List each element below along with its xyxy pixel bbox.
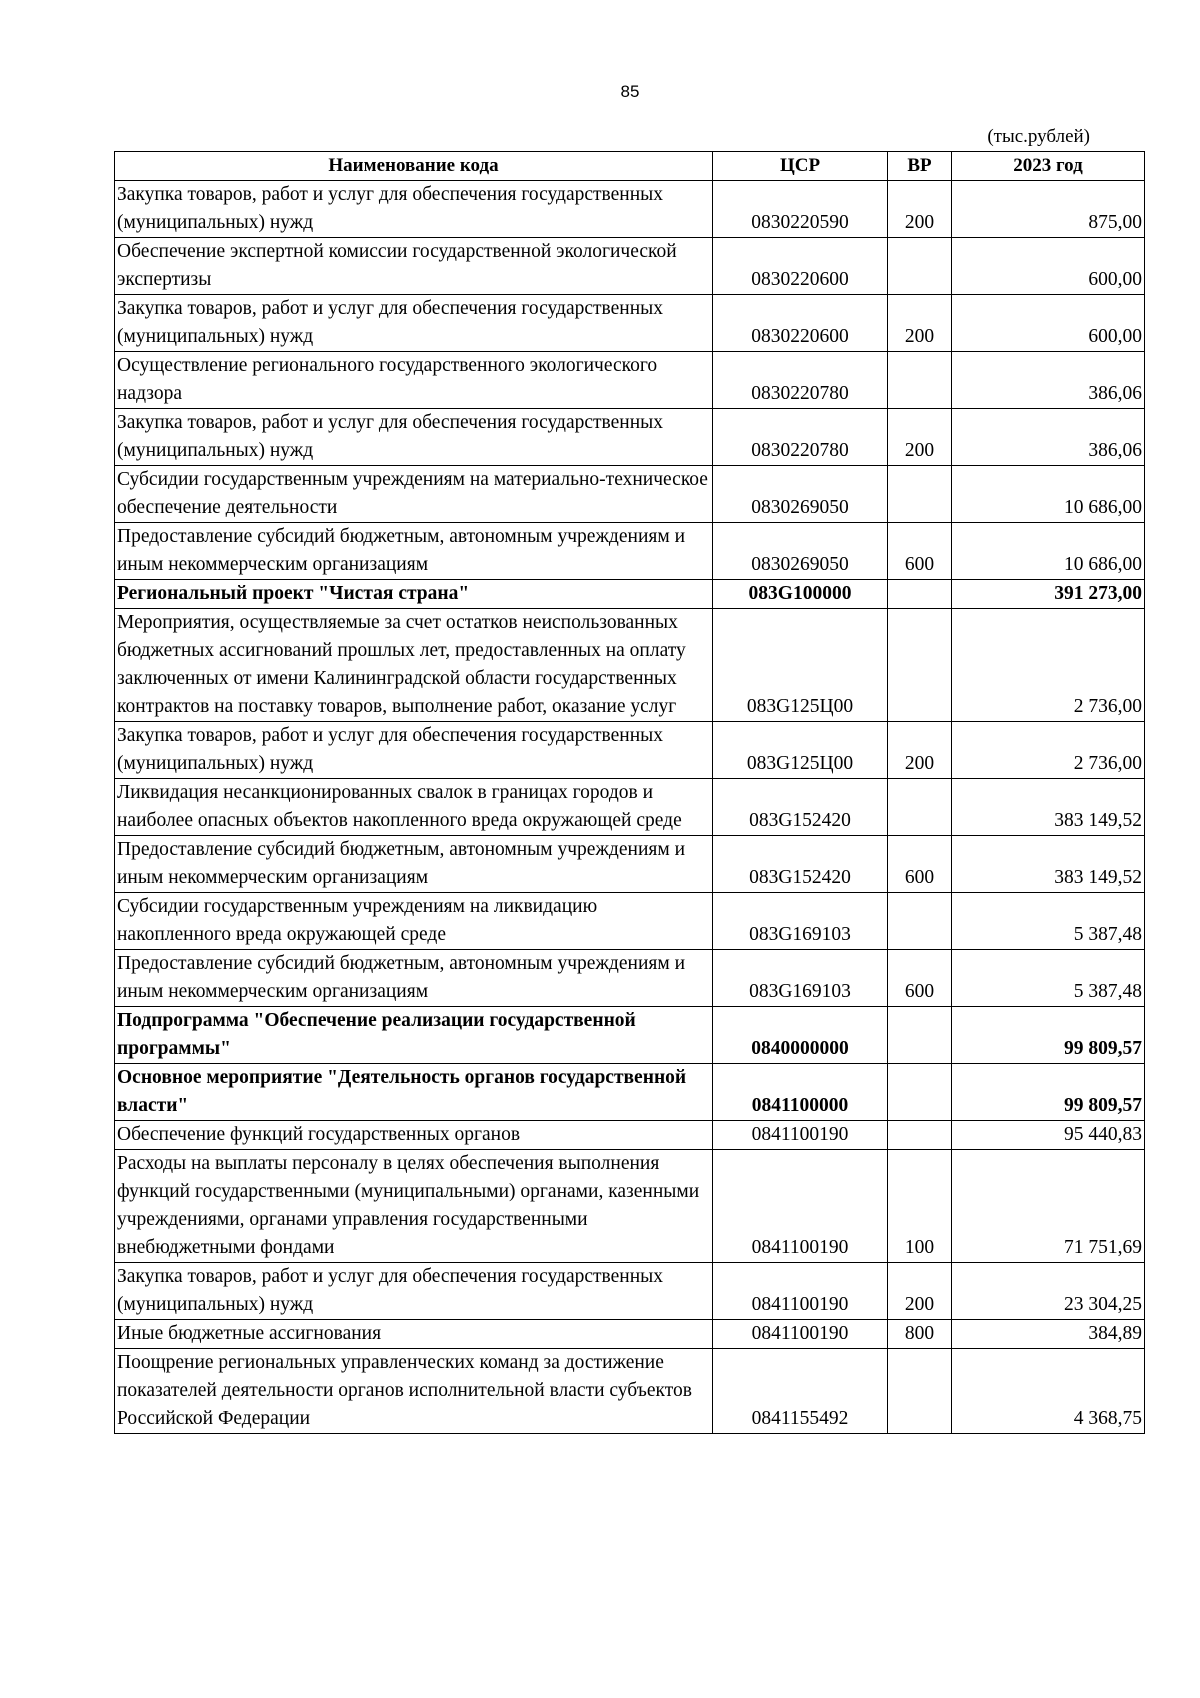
cell-name: Региональный проект "Чистая страна" [115,580,713,609]
cell-amount: 2 736,00 [952,609,1145,722]
cell-vr [888,1007,952,1064]
cell-amount: 875,00 [952,181,1145,238]
cell-vr [888,352,952,409]
unit-label: (тыс.рублей) [987,126,1090,147]
cell-name: Расходы на выплаты персоналу в целях обеспечения выполнения функций государственными (муниципальными) органами, казенными учреждениями, органами управления государственными внебюджетными фондами [115,1150,713,1263]
cell-amount: 4 368,75 [952,1349,1145,1434]
cell-amount: 600,00 [952,295,1145,352]
cell-vr: 600 [888,950,952,1007]
cell-amount: 99 809,57 [952,1064,1145,1121]
cell-csr: 083G169103 [713,950,888,1007]
header-name: Наименование кода [115,152,713,181]
cell-csr: 083G100000 [713,580,888,609]
cell-csr: 0830269050 [713,466,888,523]
cell-csr: 0830220590 [713,181,888,238]
cell-csr: 0841100190 [713,1263,888,1320]
cell-vr: 200 [888,409,952,466]
cell-name: Закупка товаров, работ и услуг для обеспечения государственных (муниципальных) нужд [115,722,713,779]
cell-vr: 600 [888,523,952,580]
cell-amount: 71 751,69 [952,1150,1145,1263]
cell-vr: 200 [888,1263,952,1320]
cell-amount: 383 149,52 [952,836,1145,893]
cell-csr: 083G169103 [713,893,888,950]
header-csr: ЦСР [713,152,888,181]
table-row [115,950,1145,1007]
cell-csr: 0841100190 [713,1121,888,1150]
cell-vr: 100 [888,1150,952,1263]
table-body [115,181,1145,1434]
cell-name: Основное мероприятие "Деятельность органов государственной власти" [115,1064,713,1121]
cell-name: Предоставление субсидий бюджетным, автономным учреждениям и иным некоммерческим организациям [115,950,713,1007]
table-row [115,295,1145,352]
cell-csr: 0841155492 [713,1349,888,1434]
header-year: 2023 год [952,152,1145,181]
table-header-row [115,152,1145,181]
cell-amount: 384,89 [952,1320,1145,1349]
cell-csr: 083G125Ц00 [713,722,888,779]
cell-name: Предоставление субсидий бюджетным, автономным учреждениям и иным некоммерческим организациям [115,836,713,893]
cell-amount: 391 273,00 [952,580,1145,609]
cell-name: Поощрение региональных управленческих команд за достижение показателей деятельности органов исполнительной власти субъектов Российской Федерации [115,1349,713,1434]
table-row [115,1263,1145,1320]
cell-amount: 99 809,57 [952,1007,1145,1064]
cell-name: Обеспечение функций государственных органов [115,1121,713,1150]
header-vr: ВР [888,152,952,181]
cell-name: Субсидии государственным учреждениям на ликвидацию накопленного вреда окружающей среде [115,893,713,950]
cell-csr: 0830220780 [713,409,888,466]
cell-csr: 0830220780 [713,352,888,409]
table-row [115,1349,1145,1434]
cell-csr: 083G152420 [713,836,888,893]
cell-csr: 0830220600 [713,295,888,352]
table-row [115,523,1145,580]
cell-vr [888,1121,952,1150]
cell-csr: 0830269050 [713,523,888,580]
table-row [115,1320,1145,1349]
cell-vr [888,893,952,950]
cell-name: Ликвидация несанкционированных свалок в границах городов и наиболее опасных объектов накопленного вреда окружающей среде [115,779,713,836]
cell-name: Субсидии государственным учреждениям на материально-техническое обеспечение деятельности [115,466,713,523]
table-row [115,779,1145,836]
cell-name: Обеспечение экспертной комиссии государственной экологической экспертизы [115,238,713,295]
cell-vr [888,779,952,836]
cell-csr: 0841100190 [713,1320,888,1349]
table-row [115,609,1145,722]
table-row [115,352,1145,409]
cell-vr [888,580,952,609]
table-row [115,893,1145,950]
cell-amount: 5 387,48 [952,950,1145,1007]
cell-amount: 10 686,00 [952,466,1145,523]
table-row [115,409,1145,466]
cell-vr: 200 [888,722,952,779]
cell-name: Подпрограмма "Обеспечение реализации государственной программы" [115,1007,713,1064]
cell-name: Осуществление регионального государственного экологического надзора [115,352,713,409]
cell-name: Предоставление субсидий бюджетным, автономным учреждениям и иным некоммерческим организациям [115,523,713,580]
table-row [115,722,1145,779]
cell-amount: 23 304,25 [952,1263,1145,1320]
cell-vr [888,238,952,295]
cell-name: Закупка товаров, работ и услуг для обеспечения государственных (муниципальных) нужд [115,295,713,352]
cell-vr: 200 [888,295,952,352]
budget-table [114,151,1145,1434]
cell-amount: 386,06 [952,352,1145,409]
cell-vr [888,466,952,523]
cell-csr: 0830220600 [713,238,888,295]
cell-csr: 083G152420 [713,779,888,836]
cell-name: Закупка товаров, работ и услуг для обеспечения государственных (муниципальных) нужд [115,181,713,238]
cell-amount: 5 387,48 [952,893,1145,950]
cell-amount: 386,06 [952,409,1145,466]
cell-vr: 600 [888,836,952,893]
cell-name: Закупка товаров, работ и услуг для обеспечения государственных (муниципальных) нужд [115,1263,713,1320]
cell-name: Иные бюджетные ассигнования [115,1320,713,1349]
cell-vr: 800 [888,1320,952,1349]
cell-vr [888,1064,952,1121]
cell-amount: 95 440,83 [952,1121,1145,1150]
cell-vr [888,609,952,722]
table-row [115,580,1145,609]
table-row [115,1121,1145,1150]
cell-vr: 200 [888,181,952,238]
table-row [115,238,1145,295]
table-row [115,1007,1145,1064]
table-row [115,1150,1145,1263]
cell-vr [888,1349,952,1434]
cell-csr: 0841100190 [713,1150,888,1263]
cell-name: Мероприятия, осуществляемые за счет остатков неиспользованных бюджетных ассигнований прошлых лет, предоставленных на оплату заключенных от имени Калининградской области государственных контрактов на поставку товаров, выполнение работ, оказание услуг [115,609,713,722]
table-row [115,1064,1145,1121]
table-row [115,466,1145,523]
table-row [115,181,1145,238]
cell-csr: 0840000000 [713,1007,888,1064]
cell-name: Закупка товаров, работ и услуг для обеспечения государственных (муниципальных) нужд [115,409,713,466]
table-row [115,836,1145,893]
cell-amount: 2 736,00 [952,722,1145,779]
cell-amount: 10 686,00 [952,523,1145,580]
cell-amount: 600,00 [952,238,1145,295]
cell-amount: 383 149,52 [952,779,1145,836]
cell-csr: 0841100000 [713,1064,888,1121]
page-number: 85 [620,82,640,101]
cell-csr: 083G125Ц00 [713,609,888,722]
